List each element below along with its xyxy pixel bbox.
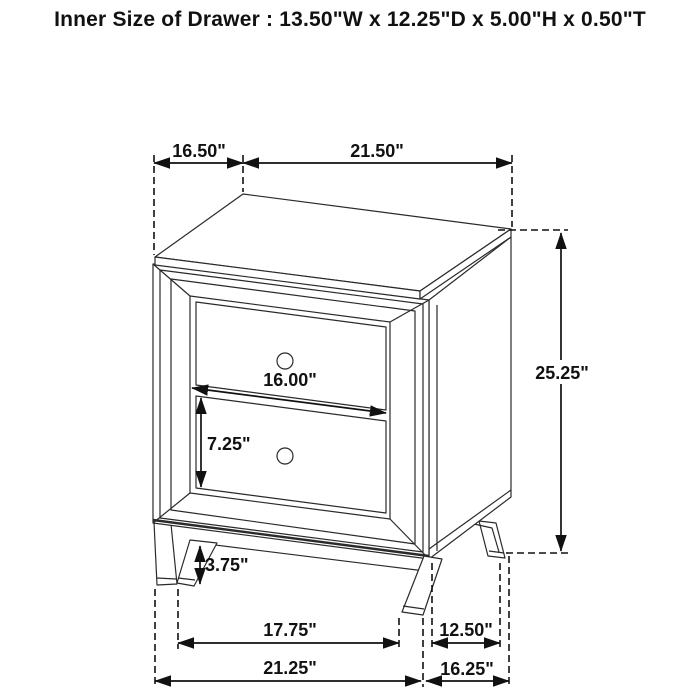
front-frame-outer — [153, 264, 429, 559]
dim-front-floor-width-label: 21.25" — [263, 658, 317, 678]
dim-overall-height-label: 25.25" — [535, 363, 589, 383]
dim-top-width-label: 21.50" — [350, 141, 404, 161]
nightstand-drawing — [153, 194, 511, 615]
dim-drawer-width-label: 16.00" — [263, 370, 317, 390]
dim-top-depth-label: 16.50" — [172, 141, 226, 161]
dim-leg-height-label: 3.75" — [205, 555, 249, 575]
back-left-leg — [154, 522, 177, 585]
diagram-title: Inner Size of Drawer : 13.50"W x 12.25"D x 5.00"H x 0.50"T — [54, 8, 646, 31]
dim-side-floor-depth-label: 16.25" — [440, 659, 494, 679]
dim-bottom-drawer-height-label: 7.25" — [207, 434, 251, 454]
dim-side-leg-span-label: 12.50" — [439, 620, 493, 640]
dim-front-leg-span-label: 17.75" — [263, 620, 317, 640]
side-panel — [429, 237, 511, 559]
